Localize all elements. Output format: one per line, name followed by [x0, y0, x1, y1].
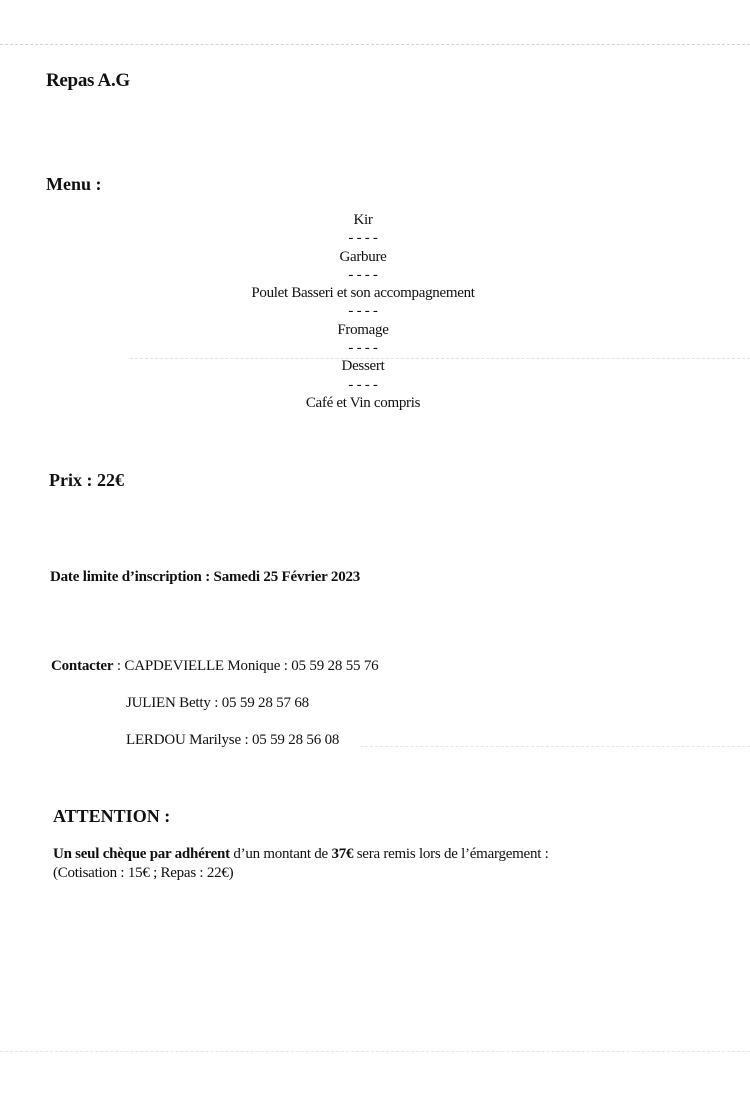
contacts-separator: :: [113, 658, 125, 674]
note-text-bold: chèque par adhérent: [102, 846, 230, 862]
price-line: Prix : 22€: [49, 470, 124, 490]
menu-item: Fromage: [337, 321, 389, 338]
contacts-first-row: [51, 658, 378, 675]
menu-item: Poulet Basseri et son accompagnement: [251, 285, 475, 302]
note-text-bold: Un seul: [53, 846, 103, 862]
scan-artifact-line: [360, 746, 750, 747]
scan-artifact-line: [0, 1051, 750, 1052]
contacts-label: Contacter: [51, 658, 114, 674]
note-text: d’un montant de: [229, 846, 332, 862]
registration-deadline: Date limite d’inscription : Samedi 25 Février 2023: [50, 569, 361, 585]
menu-separator: - - - -: [348, 230, 378, 247]
menu-separator: - - - -: [348, 266, 378, 283]
menu-item: Kir: [353, 212, 373, 228]
attention-note-line: [53, 845, 549, 864]
menu-item: Garbure: [339, 248, 387, 265]
note-text: sera remis lors de l’émargement :: [353, 846, 549, 862]
attention-note-line: (Cotisation : 15€ ; Repas : 22€): [53, 865, 234, 881]
contact-entry: LERDOU Marilyse : 05 59 28 56 08: [126, 732, 340, 748]
menu-list: [0, 211, 726, 412]
document-title: Repas A.G: [46, 70, 130, 91]
attention-note: [53, 845, 549, 883]
note-amount: 37€: [331, 846, 354, 862]
menu-separator: - - - -: [348, 376, 378, 393]
menu-heading: Menu :: [46, 174, 102, 194]
contact-entry: JULIEN Betty : 05 59 28 57 68: [126, 695, 309, 711]
menu-separator: - - - -: [348, 340, 378, 357]
menu-separator: - - - -: [348, 303, 378, 320]
menu-item: Café et Vin compris: [305, 394, 421, 411]
contact-entry: CAPDEVIELLE Monique : 05 59 28 55 76: [124, 658, 379, 674]
scan-artifact-line: [0, 44, 750, 45]
attention-heading: ATTENTION :: [53, 806, 171, 826]
menu-item: Dessert: [341, 358, 385, 375]
